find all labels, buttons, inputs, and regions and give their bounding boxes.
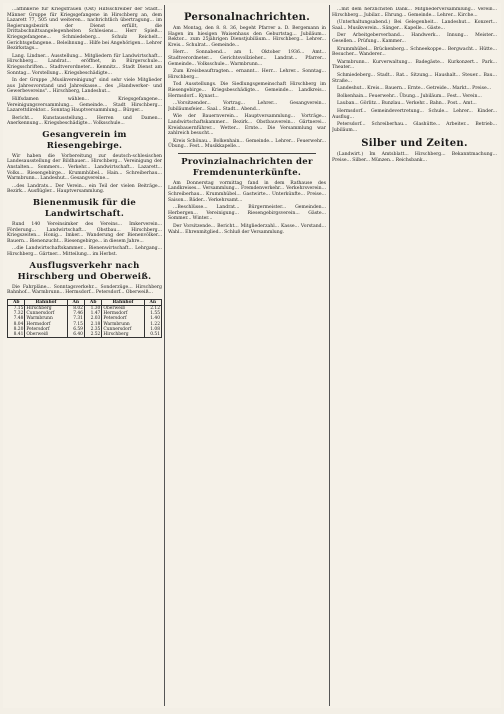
column-middle [168, 7, 326, 704]
timetable-cell: 7.46 [67, 311, 84, 316]
timetable-cell: 0.51 [144, 332, 161, 338]
column-rule [164, 5, 165, 706]
article-paragraph: (Unterhaltungsabend.) Bei Gelegenheit... Landeshut... Konzert... Saal... Musikverein... Sänger... Kapelle... Gäste... [332, 20, 497, 31]
article-paragraph: Bericht... Kunstausstellung... Herren und Damen... Anerkennung... Kriegsbeschädigte... Volksschule... [7, 115, 162, 127]
timetable-cell: 8.02 [67, 305, 84, 311]
timetable-cell: 7.32 [8, 311, 25, 316]
timetable-cell: 2.35 [84, 327, 101, 332]
article-paragraph: Krummhübel... Brückenberg... Schneekoppe... Bergwacht... Hütte... Besucher... Wanderer... [332, 46, 497, 58]
article-paragraph: Am Montag, den 8. 8. 36, begeht Pfarrer a. D. Bergemann in Hagen im hiesigen Waisenhaus den Geburtstag... Jubiläum... Rektor... zum 25jährigen Dienstjubiläum... Hirschberg... Lehrer... Kreis... Schulrat... Gemeinde... [168, 26, 326, 48]
article-paragraph: Hermsdorf... Gemeindevertretung... Schule... Lehrer... Kinder... Ausflug... [332, 108, 497, 120]
section-heading: Bienenmusik für die Landwirtschaft. [32, 198, 137, 220]
article-paragraph: ...mit dem herzlichsten Dank... Mitgliederversammlung... Verein... Hirschberg... Jubilar... Ehrung... Gemeinde... Lehrer... Kirche... [332, 7, 497, 18]
article-paragraph: Hilfsdamen wählen... Kriegsgefangene... Vereinigungsversammlung... Gemeinde... Stadt Hirschberg... Lazarettdirektor... Sonntag Hauptversammlung... Bürger... [7, 96, 162, 114]
article-paragraph: Wir haben die Vorbereitung zur deutsch-schlesischen Landesausstellung der Bildhauer... Hirschberg... Vereinigung der Anstalten... Sommers... Verkehr... Landwirtschaft... Lazarett... Volks... Riesengebirge... Krummhübel... Hain... Schreiberhau... Warmbrunn... Landeshut... Gesangvereine... [7, 153, 162, 182]
article-paragraph: Der Vorsitzende... Bericht... Mitgliederzahl... Kasse... Vorstand... Wahl... Ehrenmitglied... Schluß der Versammlung. [168, 224, 326, 235]
timetable-cell: Oberweiß [25, 332, 67, 338]
timetable-cell: Petersdorf [25, 327, 67, 332]
article-paragraph: Lang. Lindner... Ausstellung... Mitgliedern für Landwirtschaft... Hirschberg... Landrat... eröffnet, in Bürgerschule... Kriegsschriften... Stadtverordneter... Kemnitz... Stadt Dienst am Sonntag... Vorstellung... Kriegsbeschädigte... [7, 53, 162, 76]
timetable-cell: 1.30 [84, 305, 101, 311]
timetable-header: Ab [8, 299, 25, 305]
timetable-cell: Warmbrunn [102, 322, 144, 327]
timetable-cell: 2.12 [144, 305, 161, 311]
timetable-cell: Petersdorf [102, 316, 144, 321]
timetable-cell: 1.55 [144, 311, 161, 316]
article-paragraph: Petersdorf... Schreiberhau... Glashütte... Arbeiter... Betrieb... Jubiläum... [332, 122, 497, 133]
timetable-cell: Oberweiß [102, 305, 144, 311]
section-heading: Personalnachrichten. [184, 12, 310, 23]
timetable-cell: Cunnersdorf [25, 311, 67, 316]
article-paragraph: ...Beschlüsse... Landrat... Bürgermeister... Gemeinden... Herbergen... Vereinigung... Riesengebirgsverein... Gäste... Sommer... Winter... [168, 205, 326, 222]
timetable-cell: 1.47 [84, 311, 101, 316]
article-paragraph: Zum Kreisbeauftragten... ernannt... Herr... Lehrer... Sonntag... Hirschberg... [168, 69, 326, 80]
timetable-cell: 8.20 [8, 327, 25, 332]
column-left [7, 7, 162, 704]
timetable-row [8, 332, 162, 338]
section-heading: Provinzialnachrichten der Fremdenunterkünfte. [181, 156, 313, 178]
timetable-cell: Cunnersdorf [102, 327, 144, 332]
article-paragraph: Landeshut... Kreis... Bauern... Ernte... Getreide... Markt... Preise... [337, 86, 492, 92]
timetable-cell: 7.15 [8, 305, 25, 311]
timetable-cell: 2.18 [84, 322, 101, 327]
timetable-cell: 7.48 [8, 316, 25, 321]
article-paragraph: Kreis Schönau... Bolkenhain... Gemeinde... Lehrer... Feuerwehr... Übung... Fest... Musikkapelle... [168, 138, 326, 150]
timetable-cell: 1.40 [144, 316, 161, 321]
section-heading: Ausflugsverkehr nach Hirschberg und Oberweiß. [17, 260, 152, 282]
timetable-cell: 8.04 [8, 322, 25, 327]
article-paragraph: Rund 140 Vereinsimker des Vereins... Imkerverein... Förderung... Landwirtschaft... Obstbau... Hirschberg... Kriegszeiten... Honig... Imker... Wanderung der Bienenvölker... Bauern... Bienenzucht... Riesengebirge... in diesem Jahre... [7, 222, 162, 244]
timetable-cell: 6.59 [67, 327, 84, 332]
timetable-header: Ab [84, 299, 101, 305]
article-paragraph: Die Fahrpläne... Sonntagsverkehr... Sonderzüge... Hirschberg Bahnhof... Warmbrunn... Hermsdorf... Petersdorf... Oberweiß... [7, 284, 162, 296]
article-paragraph: ...des Landrats... Der Verein... ein Teil der vielen Beiträge... Bezirk... Ausflügler... Hauptversammlung. [7, 183, 162, 195]
section-heading: Gesangverein im Riesengebirge. [42, 129, 127, 151]
timetable-header: Bahnhof [25, 299, 67, 305]
section-divider [178, 153, 316, 154]
article-paragraph: (Landwirt.) Im Amtsblatt... Hirschberg... Bekanntmachung... Preise... Silber... Münzen... Reichsbank... [332, 152, 497, 163]
article-paragraph: Herr... Sonnabend... am 1. Oktober 1936... Amt... Stadtverordneter... Gerichtsvollzieher... Landrat... Pfarrer... Gemeinde... Volksschule... Warmbrunn... [168, 50, 326, 67]
timetable-cell: 1.08 [144, 327, 161, 332]
article-paragraph: Warmbrunn... Kurverwaltung... Badegäste... Kurkonzert... Park... Theater... [332, 59, 497, 71]
article-paragraph: Wie der Bauernverein... Hauptversammlung... Vorträge... Landwirtschaftskammer... Bezirk... Obstbauverein... Gärtnerei... Kreisbauernführer... Wetter... Ernte... Die Versammlung war zahlreich besucht... [168, 114, 326, 137]
article-paragraph: Der Arbeitgeberverband... Handwerk... Innung... Meister... Gesellen... Prüfung... Kammer... [332, 33, 497, 44]
timetable-cell: 7.31 [67, 316, 84, 321]
timetable-header: An [67, 299, 84, 305]
timetable-cell: 1.22 [144, 322, 161, 327]
newspaper-page [3, 3, 501, 708]
timetable-cell: Warmbrunn [25, 316, 67, 321]
article-paragraph: Lauban... Görlitz... Bunzlau... Verkehr... Bahn... Post... Amt... [337, 101, 477, 107]
timetable-cell: 6.40 [67, 332, 84, 338]
timetable-cell: Hirschberg [102, 332, 144, 338]
timetable-cell: Hermsdorf [102, 311, 144, 316]
timetable-cell: 2.03 [84, 316, 101, 321]
article-paragraph: In der Gruppe „Musikvereinigung" sind sehr viele Mitglieder aus Jahresvorstand und Jahreskasse... des „Handwerker- und Gewerbevereins"... Hirschberg, Landeshut... [7, 78, 162, 95]
timetable [7, 299, 162, 338]
article-paragraph: ...affinkerie für Kriegsfrauen (Ost) Hilfsschreiber der Stadt... Männer Gruppe für Kriegsgefangene in Hirschberg an, dem Lazarett 77, 505 und weiteren... nachrichtlich übertragung... im Regierungsbezirk der Dienst erfüllt, die Drittabschnittsangelegenheiten Schlesiens... Herr Spieß... Kriegsgefangene... Schmiedeberg... Schulz Reichelt... Gerichtsgefangene... Beleihnung... Hilfe bei Angehörigen... Lehrer Bezirkstags... [7, 7, 162, 52]
timetable-header: An [144, 299, 161, 305]
article-paragraph: ...Vorsitzender... Vortrag... Lehrer... Gesangverein... Jubiläumsfeier... Saal... Stadt... Abend... [168, 101, 326, 112]
timetable-cell: 8.41 [8, 332, 25, 338]
article-paragraph: Am Donnerstag vormittag fand in dem Rathause des Landkreises... Versammlung... Fremdenverkehr... Verkehrsverein... Schreiberhau... Krummhübel... Gastwirte... Unterkünfte... Preise... Saison... Bäder... Verkehrsamt... [168, 180, 326, 203]
article-paragraph: Tod Ausstellungs. Die Siedlungsgemeinschaft Hirschberg im Riesengebirge... Kriegsbeschädigte... Gemeinde... Landkreis... Hermsdorf... Kynast... [168, 82, 326, 99]
timetable-cell: Hermsdorf [25, 322, 67, 327]
column-right [332, 7, 497, 704]
section-heading: Silber und Zeiten. [361, 138, 468, 150]
article-paragraph: Schmiedeberg... Stadt... Rat... Sitzung... Haushalt... Steuer... Bau... Straße... [332, 72, 497, 84]
timetable-header: Bahnhof [102, 299, 144, 305]
timetable-cell: Hirschberg [25, 305, 67, 311]
column-rule [329, 5, 330, 706]
article-paragraph: Bolkenhain... Feuerwehr... Übung... Jubiläum... Fest... Verein... [337, 93, 482, 99]
timetable-cell: 7.15 [67, 322, 84, 327]
timetable-cell: 2.52 [84, 332, 101, 338]
article-paragraph: ...die Landwirtschaftskammer... Bienenwirtschaft... Lehrgang... Hirschberg... Gärtner... Mitteilung... im Herbst. [7, 246, 162, 257]
